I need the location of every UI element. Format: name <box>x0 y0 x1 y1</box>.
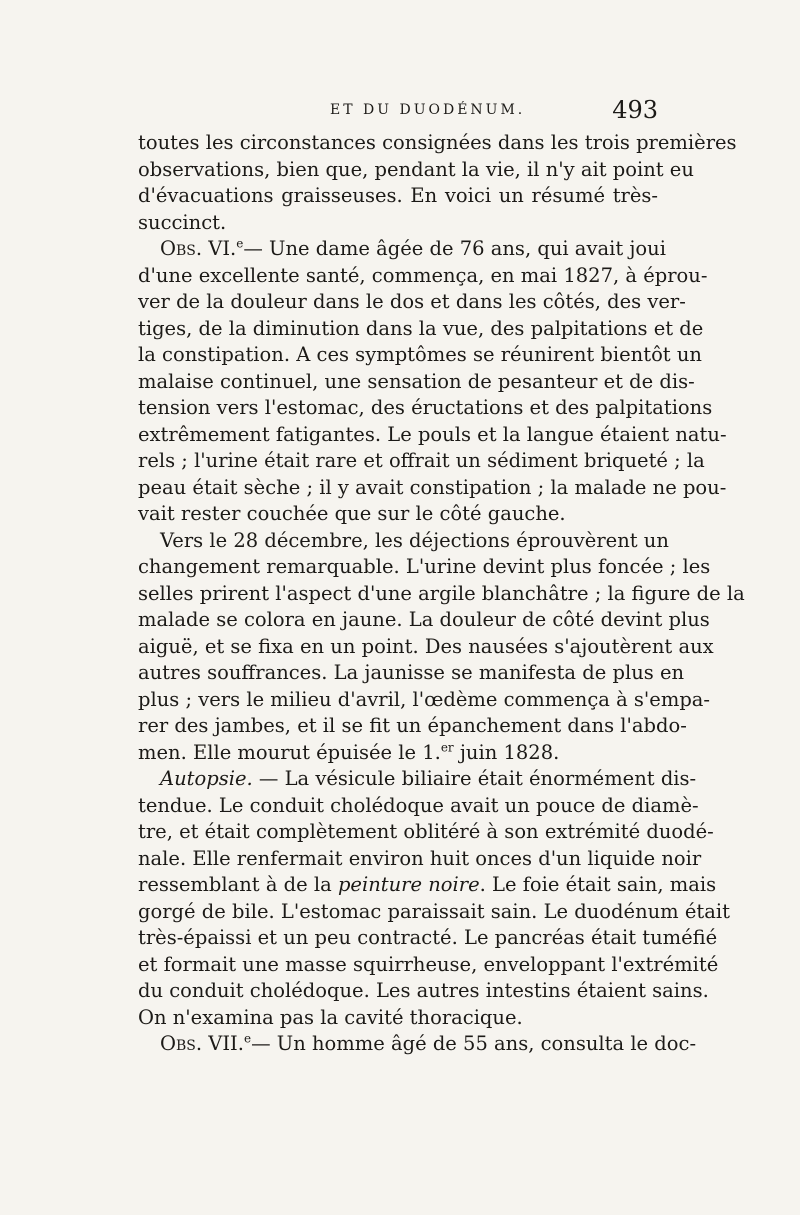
text-line: rer des jambes, et il se fit un épanchement dans l'abdo- <box>138 714 687 737</box>
text-line: succinct. <box>138 210 227 234</box>
text-segment: ressemblant à de la <box>138 873 338 896</box>
text-line: tension vers l'estomac, des éructations et des palpitations <box>138 396 713 419</box>
text-line <box>138 236 666 263</box>
text-line: tre, et était complètement oblitéré à son extrémité duodé- <box>138 820 714 843</box>
text-line: observations, bien que, pendant la vie, il n'y ait point eu <box>138 157 694 181</box>
text-line: vait rester couchée que sur le côté gauche. <box>138 502 566 525</box>
superscript: er <box>440 740 454 754</box>
page-number: 493 <box>612 96 658 124</box>
superscript: e <box>236 236 244 251</box>
text-line: aiguë, et se fixa en un point. Des nausées s'ajoutèrent aux <box>138 634 714 658</box>
text-line: du conduit cholédoque. Les autres intestins étaient sains. <box>138 979 709 1002</box>
text-segment: — Un homme âgé de 55 ans, consulta le doc- <box>251 1032 697 1055</box>
running-head: ET DU DUODÉNUM. <box>330 102 526 118</box>
text-line: peau était sèche ; il y avait constipation ; la malade ne pou- <box>138 475 727 499</box>
text-line: selles prirent l'aspect d'une argile blanchâtre ; la figure de la <box>138 581 745 605</box>
text-line: gorgé de bile. L'estomac paraissait sain. Le duodénum était <box>138 899 730 923</box>
text-line: plus ; vers le milieu d'avril, l'œdème commença à s'empa- <box>138 687 711 711</box>
text-segment: — La vésicule biliaire était énormément dis- <box>252 767 697 790</box>
autopsy-label: Autopsie. <box>160 767 253 790</box>
text-line <box>138 1031 697 1058</box>
text-line: la constipation. A ces symptômes se réunirent bientôt un <box>138 343 702 366</box>
text-line: tiges, de la diminution dans la vue, des palpitations et de <box>138 316 704 340</box>
text-segment: — Une dame âgée de 76 ans, qui avait joui <box>243 237 666 260</box>
text-line: d'une excellente santé, commença, en mai 1827, à éprou- <box>138 263 708 287</box>
text-line: changement remarquable. L'urine devint plus foncée ; les <box>138 555 711 578</box>
text-line: très-épaissi et un peu contracté. Le pancréas était tuméfié <box>138 926 718 949</box>
text-line: d'évacuations graisseuses. En voici un résumé très- <box>138 184 658 207</box>
text-line: tendue. Le conduit cholédoque avait un pouce de diamè- <box>138 793 699 817</box>
text-line: autres souffrances. La jaunisse se manifesta de plus en <box>138 661 685 684</box>
body-text <box>138 130 745 1058</box>
page-header <box>138 96 658 130</box>
italic-term: peinture noire <box>337 873 480 896</box>
text-segment: juin 1828. <box>453 740 560 764</box>
text-line: nale. Elle renfermait environ huit onces d'un liquide noir <box>138 846 702 870</box>
text-line: On n'examina pas la cavité thoracique. <box>138 1005 523 1029</box>
text-segment: . Le foie était sain, mais <box>479 873 717 896</box>
text-line: malaise continuel, une sensation de pesanteur et de dis- <box>138 369 695 393</box>
observation-label: Obs. VI. <box>160 237 237 260</box>
text-line <box>138 766 697 793</box>
observation-label: Obs. VII. <box>160 1032 244 1055</box>
text-line: rels ; l'urine était rare et offrait un sédiment briqueté ; la <box>138 449 705 472</box>
text-line: malade se colora en jaune. La douleur de côté devint plus <box>138 608 710 631</box>
text-line: ver de la douleur dans le dos et dans les côtés, des ver- <box>138 290 686 313</box>
text-line: extrêmement fatigantes. Le pouls et la langue étaient natu- <box>138 422 727 446</box>
text-line <box>138 872 717 899</box>
text-line: Vers le 28 décembre, les déjections éprouvèrent un <box>160 528 669 552</box>
text-line: toutes les circonstances consignées dans les trois premières <box>138 131 737 154</box>
text-segment: men. Elle mourut épuisée le 1. <box>138 740 441 764</box>
text-line <box>138 740 658 767</box>
superscript: e <box>243 1031 252 1046</box>
text-line: et formait une masse squirrheuse, enveloppant l'extrémité <box>138 952 719 976</box>
